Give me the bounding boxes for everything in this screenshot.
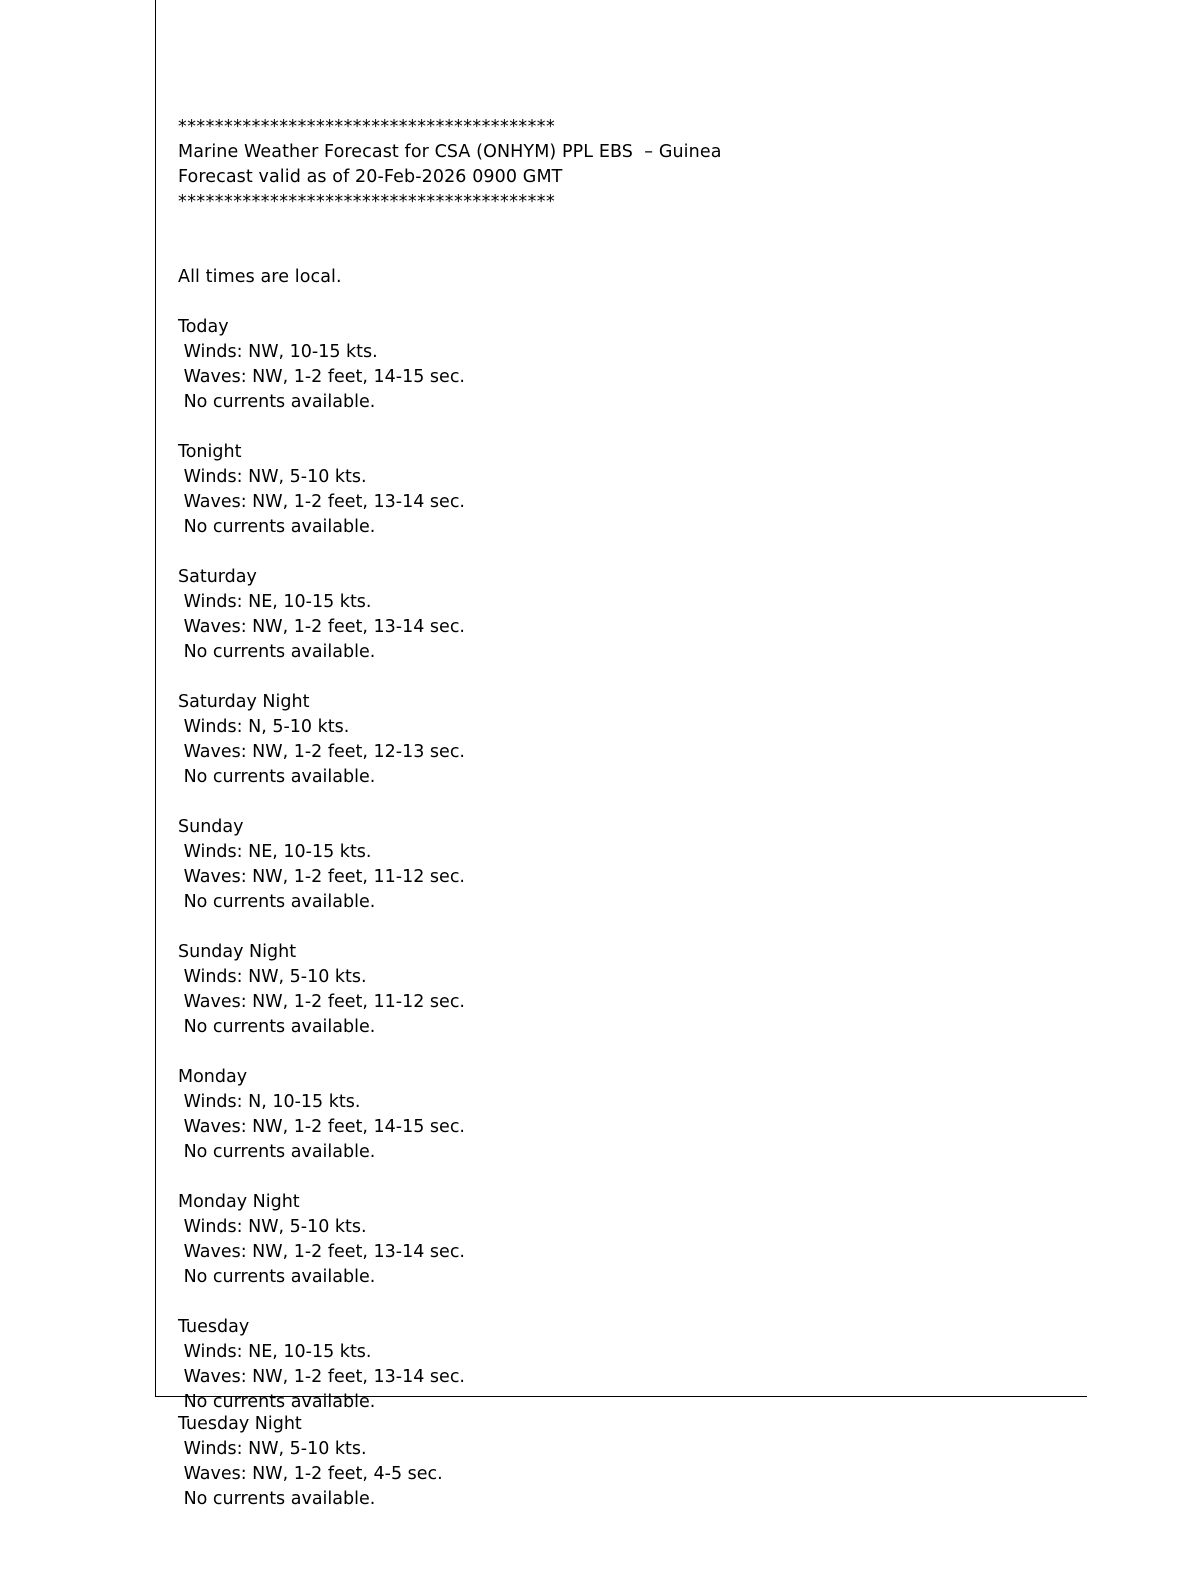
forecast-period xyxy=(178,1065,1078,1165)
period-currents: No currents available. xyxy=(178,1392,376,1412)
period-name: Monday Night xyxy=(178,1192,300,1212)
period-waves: Waves: NW, 1-2 feet, 11-12 sec. xyxy=(178,992,465,1012)
forecast-period xyxy=(178,315,1078,415)
forecast-period xyxy=(178,940,1078,1040)
spacer xyxy=(178,665,1078,690)
forecast-period xyxy=(178,1190,1078,1290)
period-currents: No currents available. xyxy=(178,1017,376,1037)
period-waves: Waves: NW, 1-2 feet, 13-14 sec. xyxy=(178,617,465,637)
period-waves: Waves: NW, 1-2 feet, 4-5 sec. xyxy=(178,1464,443,1484)
period-name: Sunday xyxy=(178,817,244,837)
period-waves: Waves: NW, 1-2 feet, 14-15 sec. xyxy=(178,1117,465,1137)
period-currents: No currents available. xyxy=(178,517,376,537)
local-times-note: All times are local. xyxy=(178,267,342,287)
period-currents: No currents available. xyxy=(178,1489,376,1509)
spacer xyxy=(178,1165,1078,1190)
spacer xyxy=(178,915,1078,940)
period-winds: Winds: NW, 5-10 kts. xyxy=(178,1439,367,1459)
spacer xyxy=(178,290,1078,315)
forecast-period xyxy=(178,690,1078,790)
period-currents: No currents available. xyxy=(178,1267,376,1287)
forecast-period xyxy=(178,1315,1078,1415)
spacer xyxy=(178,1290,1078,1315)
period-name: Saturday Night xyxy=(178,692,310,712)
period-winds: Winds: NE, 10-15 kts. xyxy=(178,592,372,612)
period-name: Today xyxy=(178,317,229,337)
period-waves: Waves: NW, 1-2 feet, 13-14 sec. xyxy=(178,1242,465,1262)
spacer xyxy=(178,215,1078,240)
period-name: Tuesday xyxy=(178,1317,250,1337)
forecast-period xyxy=(178,440,1078,540)
period-name: Monday xyxy=(178,1067,248,1087)
period-currents: No currents available. xyxy=(178,1142,376,1162)
period-winds: Winds: N, 10-15 kts. xyxy=(178,1092,361,1112)
period-currents: No currents available. xyxy=(178,767,376,787)
forecast-document xyxy=(178,115,1078,1415)
spacer xyxy=(178,540,1078,565)
period-name: Tuesday Night xyxy=(178,1414,302,1434)
forecast-validity: Forecast valid as of 20-Feb-2026 0900 GMT xyxy=(178,167,563,187)
spacer xyxy=(178,1040,1078,1065)
forecast-period xyxy=(178,815,1078,915)
period-currents: No currents available. xyxy=(178,892,376,912)
period-waves: Waves: NW, 1-2 feet, 12-13 sec. xyxy=(178,742,465,762)
period-name: Sunday Night xyxy=(178,942,297,962)
period-currents: No currents available. xyxy=(178,642,376,662)
header-rule-top: ***************************************** xyxy=(178,117,556,137)
period-winds: Winds: NW, 5-10 kts. xyxy=(178,967,367,987)
period-winds: Winds: N, 5-10 kts. xyxy=(178,717,350,737)
period-waves: Waves: NW, 1-2 feet, 14-15 sec. xyxy=(178,367,465,387)
period-name: Tonight xyxy=(178,442,242,462)
period-waves: Waves: NW, 1-2 feet, 11-12 sec. xyxy=(178,867,465,887)
document-title: Marine Weather Forecast for CSA (ONHYM) PPL EBS – Guinea xyxy=(178,142,722,162)
period-winds: Winds: NW, 5-10 kts. xyxy=(178,467,367,487)
forecast-period xyxy=(178,565,1078,665)
period-winds: Winds: NE, 10-15 kts. xyxy=(178,1342,372,1362)
period-winds: Winds: NW, 5-10 kts. xyxy=(178,1217,367,1237)
period-currents: No currents available. xyxy=(178,392,376,412)
period-waves: Waves: NW, 1-2 feet, 13-14 sec. xyxy=(178,492,465,512)
spacer xyxy=(178,240,1078,265)
period-winds: Winds: NE, 10-15 kts. xyxy=(178,842,372,862)
spacer xyxy=(178,790,1078,815)
forecast-period xyxy=(178,1412,1078,1512)
spacer xyxy=(178,415,1078,440)
period-winds: Winds: NW, 10-15 kts. xyxy=(178,342,378,362)
forecast-continuation xyxy=(178,1412,1078,1512)
period-name: Saturday xyxy=(178,567,257,587)
period-waves: Waves: NW, 1-2 feet, 13-14 sec. xyxy=(178,1367,465,1387)
header-rule-bottom: ***************************************** xyxy=(178,192,556,212)
